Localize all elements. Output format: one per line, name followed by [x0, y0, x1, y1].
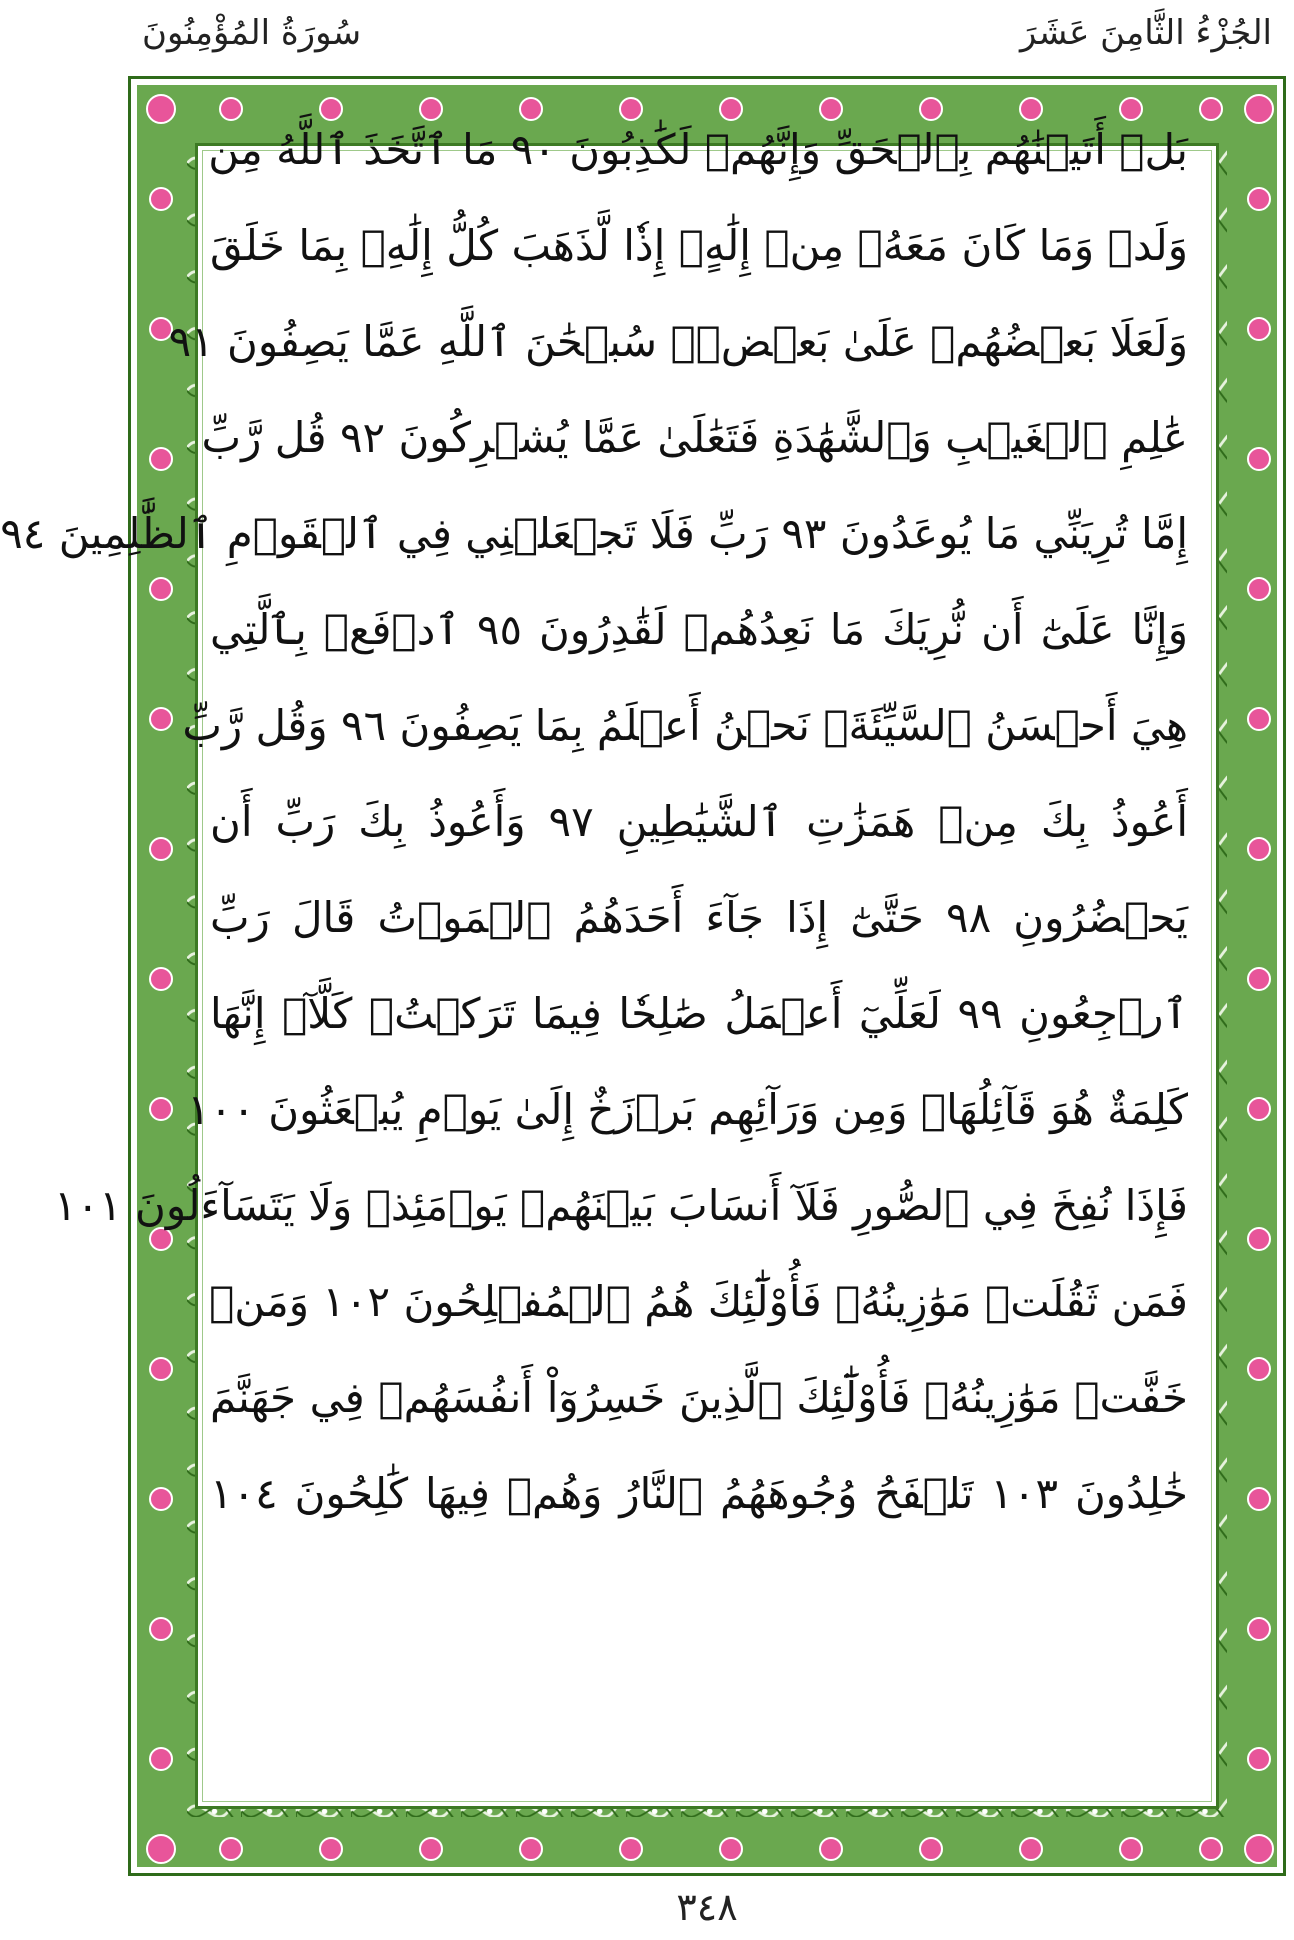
verse-line: وَلَعَلَا بَعۡضُهُمۡ عَلَىٰ بَعۡضٖۚ سُبۡحَٰنَ ٱللَّهِ عَمَّا يَصِفُونَ ٩١	[168, 317, 1188, 366]
verse-line: عَٰلِمِ ٱلۡغَيۡبِ وَٱلشَّهَٰدَةِ فَتَعَٰلَىٰ عَمَّا يُشۡرِكُونَ ٩٢ قُل رَّبِّ	[201, 413, 1188, 462]
verse-line: خَٰلِدُونَ ١٠٣ تَلۡفَحُ وُجُوهَهُمُ ٱلنَّارُ وَهُمۡ فِيهَا كَٰلِحُونَ ١٠٤	[210, 1469, 1189, 1518]
verse-line: فَإِذَا نُفِخَ فِي ٱلصُّورِ فَلَآ أَنسَابَ بَيۡنَهُمۡ يَوۡمَئِذٖ وَلَا يَتَسَآءَلُونَ ١٠١	[54, 1181, 1188, 1230]
verse-line: هِيَ أَحۡسَنُ ٱلسَّيِّئَةَۚ نَحۡنُ أَعۡلَمُ بِمَا يَصِفُونَ ٩٦ وَقُل رَّبِّ	[182, 701, 1188, 750]
verse-line: وَلَدٖ وَمَا كَانَ مَعَهُۥ مِنۡ إِلَٰهٍۚ إِذٗا لَّذَهَبَ كُلُّ إِلَٰهِۭ بِمَا خَلَقَ	[210, 221, 1188, 270]
juz-title: الجُزْءُ الثَّامِنَ عَشَرَ	[1019, 13, 1272, 53]
surah-title: سُورَةُ المُؤْمِنُونَ	[142, 13, 362, 53]
page-number: ٣٤٨	[676, 1885, 738, 1929]
verse-line: ٱرۡجِعُونِ ٩٩ لَعَلِّيٓ أَعۡمَلُ صَٰلِحٗا فِيمَا تَرَكۡتُۚ كَلَّآۚ إِنَّهَا	[210, 989, 1188, 1038]
verse-line: كَلِمَةٌ هُوَ قَآئِلُهَاۖ وَمِن وَرَآئِهِم بَرۡزَخٌ إِلَىٰ يَوۡمِ يُبۡعَثُونَ ١٠٠	[187, 1085, 1188, 1134]
verse-line: يَحۡضُرُونِ ٩٨ حَتَّىٰٓ إِذَا جَآءَ أَحَدَهُمُ ٱلۡمَوۡتُ قَالَ رَبِّ	[210, 893, 1188, 942]
verse-line: وَإِنَّا عَلَىٰٓ أَن نُّرِيَكَ مَا نَعِدُهُمۡ لَقَٰدِرُونَ ٩٥ ٱدۡفَعۡ بِٱلَّتِي	[210, 605, 1188, 654]
verse-line: بَلۡ أَتَيۡنَٰهُم بِٱلۡحَقِّ وَإِنَّهُمۡ لَكَٰذِبُونَ ٩٠ مَا ٱتَّخَذَ ٱللَّهُ مِن	[208, 125, 1188, 174]
page-header	[120, 0, 1294, 70]
verse-line: أَعُوذُ بِكَ مِنۡ هَمَزَٰتِ ٱلشَّيَٰطِينِ ٩٧ وَأَعُوذُ بِكَ رَبِّ أَن	[210, 797, 1188, 846]
verse-line: إِمَّا تُرِيَنِّي مَا يُوعَدُونَ ٩٣ رَبِّ فَلَا تَجۡعَلۡنِي فِي ٱلۡقَوۡمِ ٱلظَّٰلِمِينَ ٩٤	[0, 509, 1188, 558]
verse-line: خَفَّتۡ مَوَٰزِينُهُۥ فَأُوْلَٰٓئِكَ ٱلَّذِينَ خَسِرُوٓاْ أَنفُسَهُمۡ فِي جَهَنَّمَ	[210, 1373, 1188, 1422]
verse-lines	[0, 102, 1189, 1742]
verse-line: فَمَن ثَقُلَتۡ مَوَٰزِينُهُۥ فَأُوْلَٰٓئِكَ هُمُ ٱلۡمُفۡلِحُونَ ١٠٢ وَمَنۡ	[209, 1277, 1188, 1326]
